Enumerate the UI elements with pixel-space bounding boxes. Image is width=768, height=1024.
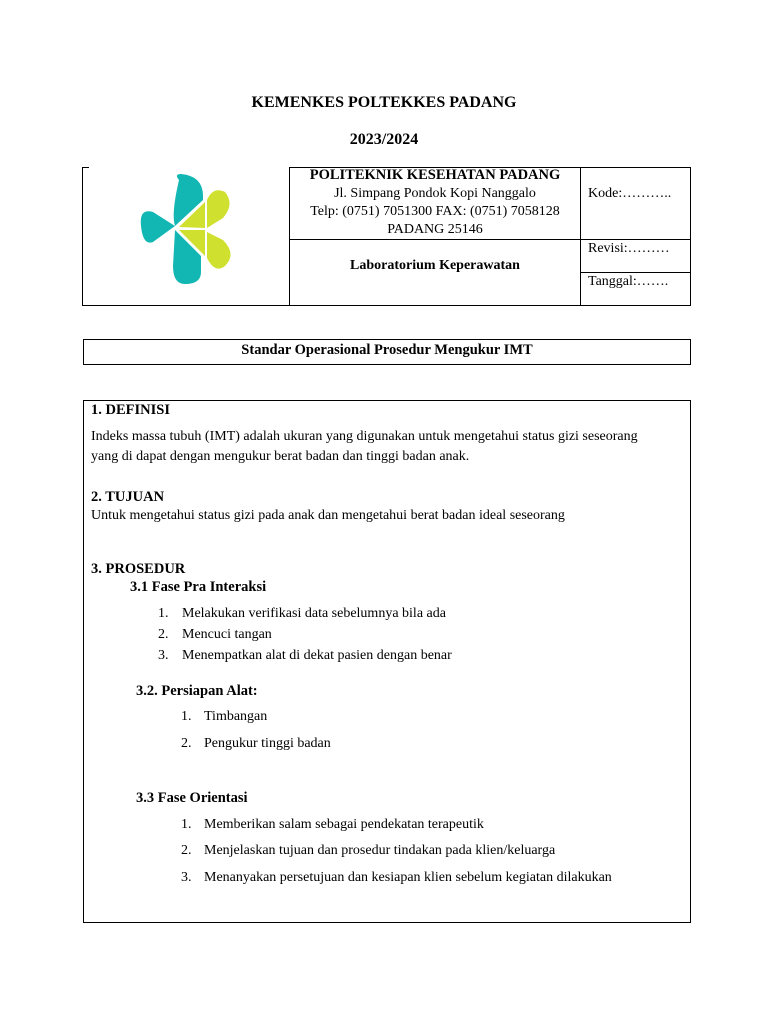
list-item: Menempatkan alat di dekat pasien dengan benar	[182, 648, 452, 663]
list-item-number: 2.	[181, 736, 192, 751]
academic-year: 2023/2024	[349, 131, 419, 148]
list-item-number: 1.	[181, 817, 192, 832]
definisi-text-line-1: Indeks massa tubuh (IMT) adalah ukuran yang digunakan untuk mengetahui status gizi seseorang	[91, 429, 638, 444]
subsection-heading-persiapan-alat: 3.2. Persiapan Alat:	[136, 683, 258, 699]
table-border-right	[690, 167, 691, 306]
page-title: KEMENKES POLTEKKES PADANG	[251, 94, 517, 111]
list-item: Menjelaskan tujuan dan prosedur tindakan pada klien/keluarga	[204, 843, 556, 858]
table-meta-divider	[580, 272, 691, 273]
list-item-number: 3.	[181, 870, 192, 885]
institution-city: PADANG 25146	[387, 222, 483, 237]
institution-address: Jl. Simpang Pondok Kopi Nanggalo	[334, 186, 536, 201]
list-item: Menanyakan persetujuan dan kesiapan klien sebelum kegiatan dilakukan	[204, 870, 612, 885]
institution-phone: Telp: (0751) 7051300 FAX: (0751) 7058128	[310, 204, 560, 219]
list-item: Melakukan verifikasi data sebelumnya bila ada	[182, 606, 446, 621]
section-heading-prosedur: 3. PROSEDUR	[91, 561, 186, 577]
table-row-divider	[289, 239, 691, 240]
content-box	[83, 400, 691, 923]
lab-name: Laboratorium Keperawatan	[350, 258, 520, 273]
list-item: Mencuci tangan	[182, 627, 272, 642]
tujuan-text: Untuk mengetahui status gizi pada anak dan mengetahui berat badan ideal seseorang	[91, 508, 565, 523]
list-item: Pengukur tinggi badan	[204, 736, 331, 751]
sop-title-box	[83, 339, 691, 365]
doc-revision: Revisi:………	[588, 241, 670, 256]
sop-title: Standar Operasional Prosedur Mengukur IMT	[241, 342, 533, 358]
logo-cell	[83, 168, 289, 306]
list-item-number: 1.	[158, 606, 169, 621]
list-item: Timbangan	[204, 709, 268, 724]
doc-date: Tanggal:…….	[588, 274, 669, 289]
list-item: Memberikan salam sebagai pendekatan terapeutik	[204, 817, 484, 832]
list-item-number: 3.	[158, 648, 169, 663]
institution-name: POLITEKNIK KESEHATAN PADANG	[309, 167, 561, 183]
list-item-number: 2.	[158, 627, 169, 642]
subsection-heading-orientasi: 3.3 Fase Orientasi	[136, 790, 248, 806]
doc-code: Kode:………..	[588, 186, 672, 201]
section-heading-definisi: 1. DEFINISI	[91, 402, 170, 418]
section-heading-tujuan: 2. TUJUAN	[91, 489, 165, 505]
list-item-number: 2.	[181, 843, 192, 858]
subsection-heading-pra-interaksi: 3.1 Fase Pra Interaksi	[130, 579, 267, 595]
definisi-text-line-2: yang di dapat dengan mengukur berat badan dan tinggi badan anak.	[91, 449, 470, 464]
list-item-number: 1.	[181, 709, 192, 724]
kemenkes-logo-icon	[139, 174, 235, 286]
table-divider-meta	[580, 167, 581, 306]
